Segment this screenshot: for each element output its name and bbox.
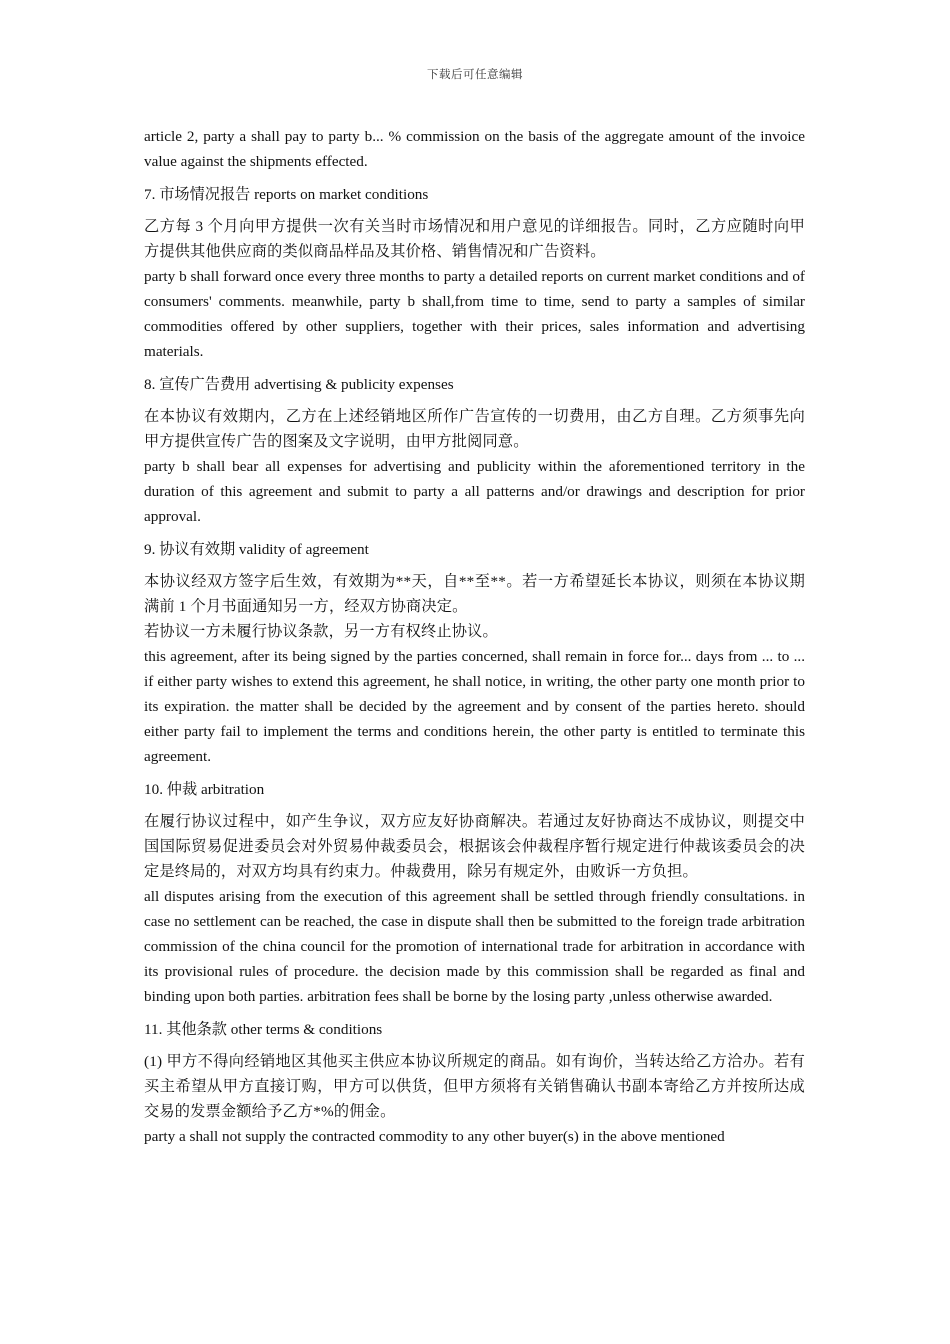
paragraph-commission-en: article 2, party a shall pay to party b... % commission on the basis of the aggregate amount of the invoice value against the shipments effected. [144,128,805,170]
header-note: 下载后可任意编辑 [427,69,523,81]
section-11-text-cn: (1) 甲方不得向经销地区其他买主供应本协议所规定的商品。如有询价，当转达给乙方洽办。若有买主希望从甲方直接订购，甲方可以供货，但甲方须将有关销售确认书副本寄给乙方并按所达成交易的发票金额给予乙方*%的佣金。 [144,1053,805,1120]
section-7-text-en: party b shall forward once every three months to party a detailed reports on current market conditions and of consumers' comments. meanwhile, party b shall,from time to time, send to party a samples of similar commodities offered by other suppliers, together with their prices, sales information and advertising materials. [144,268,805,360]
document-body [144,124,805,1149]
section-9-text-en: this agreement, after its being signed by the parties concerned, shall remain in force for... days from ... to ... if either party wishes to extend this agreement, he shall notice, in writing, the other party one month prior to its expiration. the matter shall be decided by the agreement and by consent of the parties hereto. should either party fail to implement the terms and conditions herein, the other party is entitled to terminate this agreement. [144,648,805,765]
section-9-text-cn-2: 若协议一方未履行协议条款，另一方有权终止协议。 [144,623,498,640]
section-8-text-cn: 在本协议有效期内，乙方在上述经销地区所作广告宣传的一切费用，由乙方自理。乙方须事先向甲方提供宣传广告的图案及文字说明，由甲方批阅同意。 [144,408,805,450]
section-9-heading: 9. 协议有效期 validity of agreement [144,541,369,558]
section-8-heading: 8. 宣传广告费用 advertising & publicity expenses [144,376,454,393]
section-10-heading: 10. 仲裁 arbitration [144,781,265,798]
section-10-text-en: all disputes arising from the execution of this agreement shall be settled through friendly consultations. in case no settlement can be reached, the case in dispute shall then be submitted to the foreign trade arbitration commission of the china council for the promotion of international trade for arbitration in accordance with its provisional rules of procedure. the decision made by this commission shall be regarded as final and binding upon both parties. arbitration fees shall be borne by the losing party ,unless otherwise awarded. [144,888,805,1005]
section-11-heading: 11. 其他条款 other terms & conditions [144,1021,383,1038]
section-8-text-en: party b shall bear all expenses for advertising and publicity within the aforementioned territory in the duration of this agreement and submit to party a all patterns and/or drawings and description for prior approval. [144,458,805,525]
section-7-heading: 7. 市场情况报告 reports on market conditions [144,186,429,203]
section-11-text-en: party a shall not supply the contracted commodity to any other buyer(s) in the above mentioned [144,1128,725,1145]
section-9-text-cn-1: 本协议经双方签字后生效，有效期为**天，自**至**。若一方希望延长本协议，则须在本协议期满前 1 个月书面通知另一方，经双方协商决定。 [144,573,805,615]
section-7-text-cn: 乙方每 3 个月向甲方提供一次有关当时市场情况和用户意见的详细报告。同时，乙方应随时向甲方提供其他供应商的类似商品样品及其价格、销售情况和广告资料。 [144,218,805,260]
section-10-text-cn: 在履行协议过程中，如产生争议，双方应友好协商解决。若通过友好协商达不成协议，则提交中国国际贸易促进委员会对外贸易仲裁委员会，根据该会仲裁程序暂行规定进行仲裁该委员会的决定是终局的，对双方均具有约束力。仲裁费用，除另有规定外，由败诉一方负担。 [144,813,805,880]
